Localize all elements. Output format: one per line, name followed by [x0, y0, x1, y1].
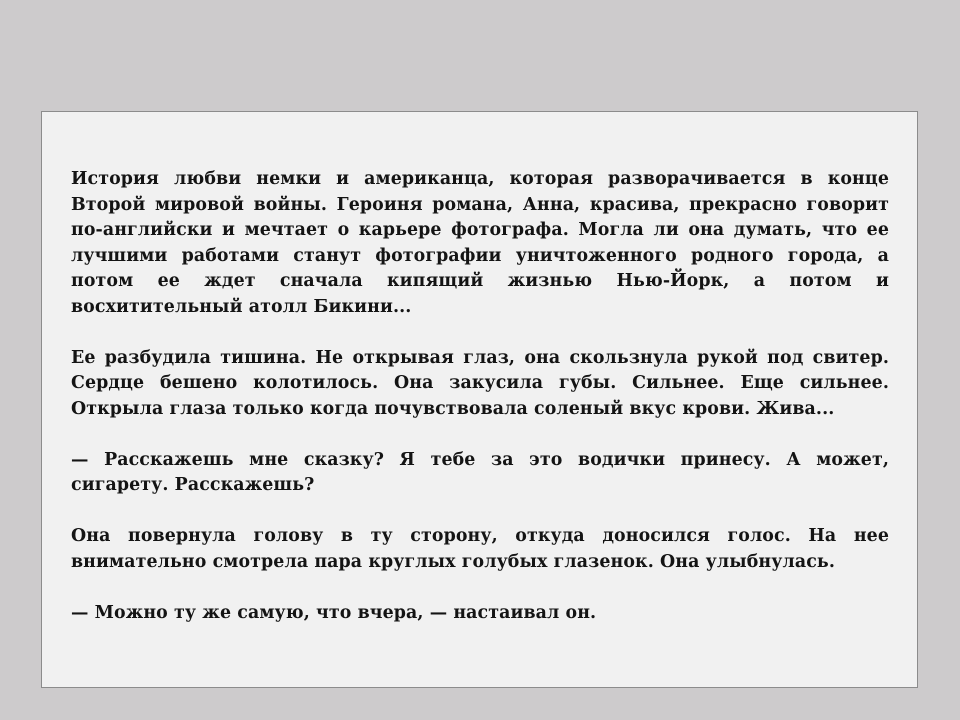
paragraph-turn-head: Она повернула голову в ту сторону, откуда доносился голос. На нее внимательно смотрела пара круглых голубых глазенок. Она улыбнулась. — [71, 526, 889, 572]
paragraph-synopsis: История любви немки и американца, которая разворачивается в конце Второй мировой войны. Героиня романа, Анна, красива, прекрасно говорит по-английски и мечтает о карьере фотографа. Могла ли она думать, что ее лучшими работами станут фотографии уничтоженного родного города, а потом ее ждет сначала кипящий жизнью Нью-Йорк, а потом и восхитительный атолл Бикини... — [71, 169, 889, 317]
paragraph-dialogue-question: — Расскажешь мне сказку? Я тебе за это водички принесу. А может, сигарету. Расскажешь? — [71, 449, 889, 495]
document-page — [41, 111, 918, 688]
paragraph-dialogue-insist: — Можно ту же самую, что вчера, — настаивал он. — [71, 602, 597, 623]
paragraph-awakening: Ее разбудила тишина. Не открывая глаз, она скользнула рукой под свитер. Сердце бешено колотилось. Она закусила губы. Сильнее. Еще сильнее. Открыла глаза только когда почувствовала соленый вкус крови. Жива... — [71, 347, 889, 419]
text-block — [71, 167, 889, 626]
